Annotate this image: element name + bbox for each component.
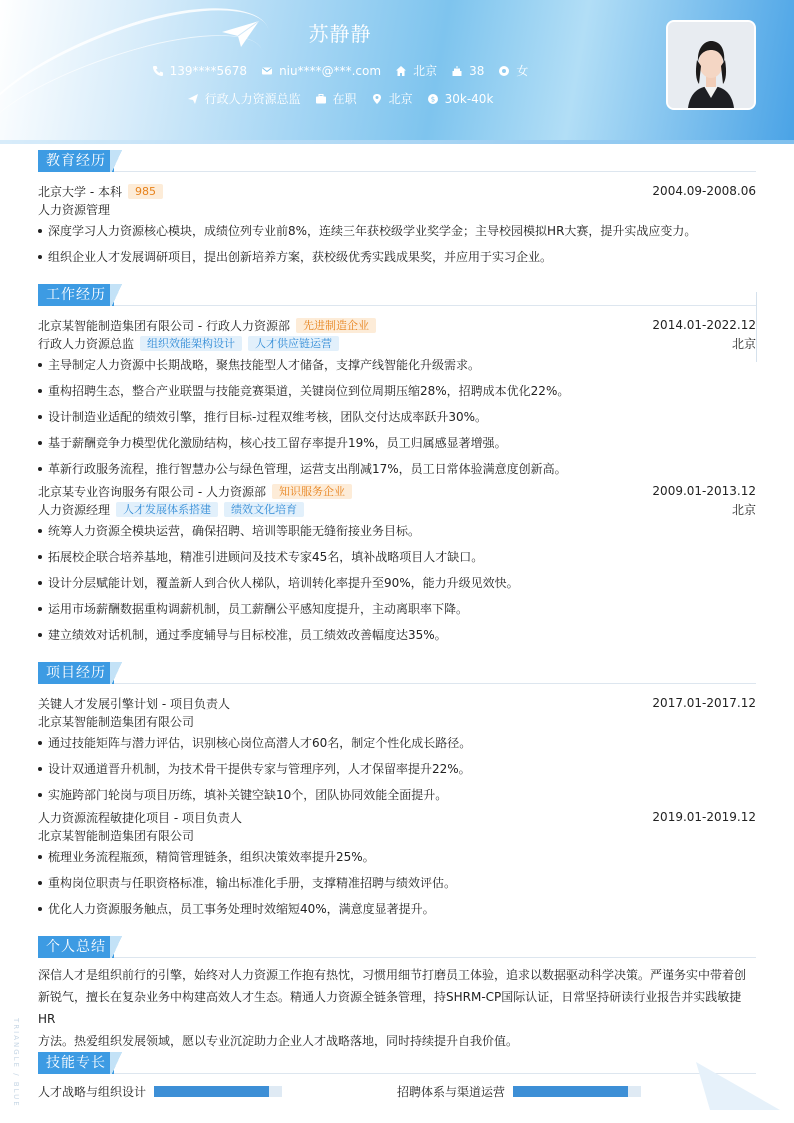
- list-item: 统筹人力资源全模块运营，确保招聘、培训等职能无缝衔接业务目标。: [38, 518, 756, 544]
- education-bullets: [38, 218, 756, 270]
- list-item: 设计双通道晋升机制，为技术骨干提供专家与管理序列，人才保留率提升22%。: [38, 756, 756, 782]
- list-item: 基于薪酬竞争力模型优化激励结构，核心技工留存率提升19%，员工归属感显著增强。: [38, 430, 756, 456]
- job-entry: [38, 316, 756, 482]
- profile-photo: [666, 20, 756, 110]
- project-period: 2017.01-2017.12: [652, 696, 756, 710]
- skill-level-bar: [513, 1086, 641, 1097]
- skill-tag: 组织效能架构设计: [140, 336, 242, 351]
- summary-text: [38, 958, 756, 1052]
- target-city-info: [371, 90, 413, 107]
- skill-name: 人才战略与组织设计: [38, 1085, 147, 1099]
- section-header: [38, 1052, 756, 1074]
- job-city: 北京: [731, 336, 756, 351]
- list-item: 设计分层赋能计划，覆盖新人到合伙人梯队，培训转化率提升至90%，能力升级见效快。: [38, 570, 756, 596]
- job-entry: [38, 482, 756, 648]
- resume-header: [0, 0, 794, 140]
- side-watermark: TRIANGLE / BLUE: [12, 1018, 20, 1108]
- section-title: 个人总结: [38, 936, 114, 958]
- send-icon: [187, 93, 199, 105]
- section-header: [38, 662, 756, 684]
- section-title-accent: [110, 284, 124, 306]
- project-entry: [38, 808, 756, 922]
- home-icon: [395, 65, 407, 77]
- education-entry-header: [38, 182, 756, 200]
- work-section: [38, 284, 756, 648]
- company-name: 北京某专业咨询服务有限公司 - 人力资源部: [38, 484, 266, 499]
- summary-line: 新锐气，擅长在复杂业务中构建高效人才生态。精通人力资源全链条管理，持SHRM-CP国际认证，日常坚持研读行业报告并实践敏捷HR: [38, 990, 742, 1026]
- school-name: 北京大学 - 本科: [38, 184, 122, 199]
- mail-icon: [261, 65, 273, 77]
- education-section: [38, 150, 756, 270]
- list-item: 优化人力资源服务触点，员工事务处理时效缩短40%，满意度显著提升。: [38, 896, 756, 922]
- location-pin-icon: [371, 93, 383, 105]
- project-bullets: [38, 844, 756, 922]
- list-item: 重构岗位职责与任职资格标准，输出标准化手册，支撑精准招聘与绩效评估。: [38, 870, 756, 896]
- project-header: [38, 694, 756, 712]
- list-item: 革新行政服务流程，推行智慧办公与绿色管理，运营支出削减17%，员工日常体验满意度创新高。: [38, 456, 756, 482]
- age-text: 38: [469, 63, 485, 78]
- section-title: 项目经历: [38, 662, 114, 684]
- job-intention-row: [0, 90, 680, 107]
- list-item: 梳理业务流程瓶颈，精简管理链条，组织决策效率提升25%。: [38, 844, 756, 870]
- city-info: [395, 62, 437, 79]
- phone-icon: [152, 65, 164, 77]
- skill-tag: 人才供应链运营: [248, 336, 339, 351]
- list-item: 建立绩效对话机制，通过季度辅导与目标校准，员工绩效改善幅度达35%。: [38, 622, 756, 648]
- position-info: [187, 90, 301, 107]
- skill-name: 招聘体系与渠道运营: [397, 1085, 506, 1099]
- city-text: 北京: [413, 64, 438, 78]
- job-city: 北京: [731, 502, 756, 517]
- svg-text:$: $: [430, 95, 435, 103]
- position-text: 行政人力资源总监: [204, 92, 301, 106]
- skill-tag: 人才发展体系搭建: [116, 502, 218, 517]
- summary-line: 方法。热爱组织发展领域，愿以专业沉淀助力企业人才战略落地，同时持续提升自我价值。: [38, 1034, 519, 1048]
- project-period: 2019.01-2019.12: [652, 810, 756, 824]
- section-title: 教育经历: [38, 150, 114, 172]
- industry-tag: 知识服务企业: [272, 484, 352, 499]
- job-role-row: [38, 334, 756, 352]
- education-period: 2004.09-2008.06: [652, 184, 756, 198]
- skills-section: [38, 1052, 756, 1100]
- project-company: 北京某智能制造集团有限公司: [38, 828, 195, 843]
- skill-level-fill: [154, 1086, 269, 1097]
- job-header: [38, 482, 756, 500]
- skill-tag: 绩效文化培育: [224, 502, 304, 517]
- summary-line: 深信人才是组织前行的引擎，始终对人力资源工作抱有热忱，习惯用细节打磨员工体验，追求以数据驱动科学决策。严谨务实中带着创: [38, 968, 747, 982]
- industry-tag: 先进制造企业: [296, 318, 376, 333]
- gender-text: 女: [516, 64, 529, 78]
- decorative-divider: [756, 292, 757, 362]
- salary-text: 30k-40k: [444, 91, 494, 106]
- phone-info: [152, 62, 247, 79]
- major-name: 人力资源管理: [38, 202, 111, 217]
- salary-info: [427, 90, 494, 107]
- corner-triangle-decoration: [696, 1062, 780, 1112]
- job-role: 人力资源经理: [38, 502, 111, 517]
- project-header: [38, 808, 756, 826]
- candidate-name: 苏静静: [308, 22, 372, 46]
- list-item: 深度学习人力资源核心模块，成绩位列专业前8%，连续三年获校级学业奖学金；主导校园模拟HR大赛，提升实战应变力。: [38, 218, 756, 244]
- project-bullets: [38, 730, 756, 808]
- skills-list: [38, 1074, 756, 1100]
- project-name: 关键人才发展引擎计划 - 项目负责人: [38, 696, 230, 711]
- education-major-row: [38, 200, 756, 218]
- project-company-row: [38, 712, 756, 730]
- section-title-accent: [110, 1052, 124, 1074]
- target-city-text: 北京: [388, 92, 413, 106]
- header-divider: [0, 140, 794, 144]
- list-item: 重构招聘生态，整合产业联盟与技能竞赛渠道，关键岗位到位周期压缩28%，招聘成本优化22%。: [38, 378, 756, 404]
- project-company-row: [38, 826, 756, 844]
- projects-section: [38, 662, 756, 922]
- project-name: 人力资源流程敏捷化项目 - 项目负责人: [38, 810, 242, 825]
- gender-icon: [498, 65, 510, 77]
- project-entry: [38, 694, 756, 808]
- list-item: 通过技能矩阵与潜力评估，识别核心岗位高潜人才60名，制定个性化成长路径。: [38, 730, 756, 756]
- email-text: niu****@***.com: [279, 63, 382, 78]
- section-header: [38, 936, 756, 958]
- section-header: [38, 150, 756, 172]
- avatar-image: [668, 22, 754, 108]
- list-item: 拓展校企联合培养基地，精准引进顾问及技术专家45名，填补战略项目人才缺口。: [38, 544, 756, 570]
- job-bullets: [38, 518, 756, 648]
- skill-level-fill: [513, 1086, 628, 1097]
- list-item: 实施跨部门轮岗与项目历练，填补关键空缺10个，团队协同效能全面提升。: [38, 782, 756, 808]
- section-title: 工作经历: [38, 284, 114, 306]
- school-badge: 985: [128, 184, 163, 199]
- gender-info: [498, 62, 528, 79]
- briefcase-icon: [315, 93, 327, 105]
- status-info: [315, 90, 357, 107]
- section-title: 技能专长: [38, 1052, 114, 1074]
- status-text: 在职: [332, 92, 357, 106]
- section-title-accent: [110, 662, 124, 684]
- list-item: 主导制定人力资源中长期战略，聚焦技能型人才储备，支撑产线智能化升级需求。: [38, 352, 756, 378]
- company-name: 北京某智能制造集团有限公司 - 行政人力资源部: [38, 318, 290, 333]
- skill-level-bar: [154, 1086, 282, 1097]
- money-icon: [427, 93, 439, 105]
- project-company: 北京某智能制造集团有限公司: [38, 714, 195, 729]
- email-info: [261, 62, 381, 79]
- list-item: 组织企业人才发展调研项目，提出创新培养方案，获校级优秀实践成果奖，并应用于实习企业。: [38, 244, 756, 270]
- section-title-accent: [110, 150, 124, 172]
- job-bullets: [38, 352, 756, 482]
- job-period: 2009.01-2013.12: [652, 484, 756, 498]
- section-title-accent: [110, 936, 124, 958]
- job-role-row: [38, 500, 756, 518]
- phone-text: 139****5678: [169, 63, 248, 78]
- contact-info-row: [0, 62, 680, 79]
- list-item: 运用市场薪酬数据重构调薪机制，员工薪酬公平感知度提升，主动离职率下降。: [38, 596, 756, 622]
- summary-section: [38, 936, 756, 1052]
- age-info: [451, 62, 484, 79]
- job-header: [38, 316, 756, 334]
- job-role: 行政人力资源总监: [38, 336, 135, 351]
- skill-item: [38, 1083, 397, 1100]
- section-header: [38, 284, 756, 306]
- job-period: 2014.01-2022.12: [652, 318, 756, 332]
- list-item: 设计制造业适配的绩效引擎，推行目标-过程双维考核，团队交付达成率跃升30%。: [38, 404, 756, 430]
- cake-icon: [451, 65, 463, 77]
